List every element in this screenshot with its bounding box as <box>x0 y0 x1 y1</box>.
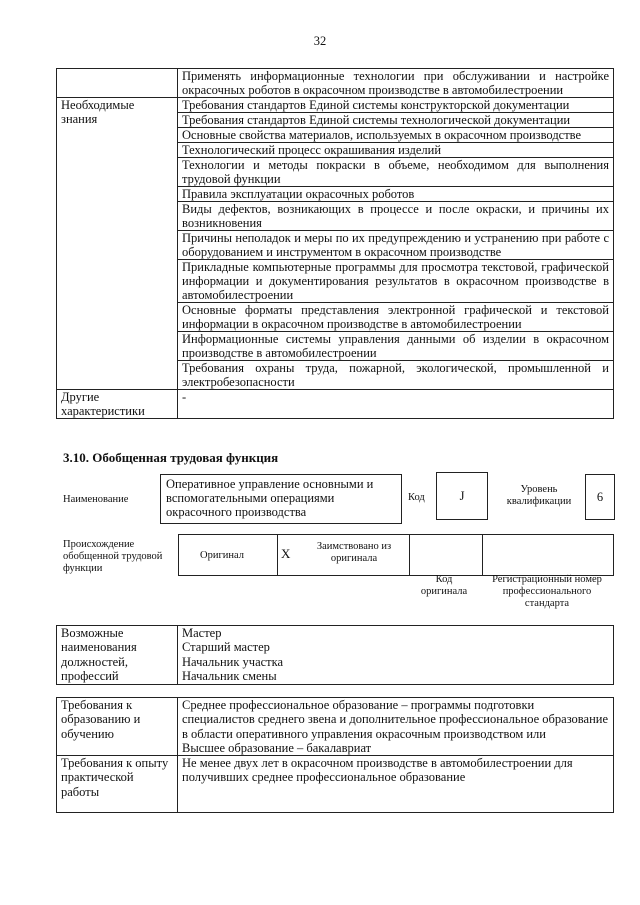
education-line: Высшее образование – бакалавриат <box>182 740 372 755</box>
positions-label: Возможные наименования должностей, профессий <box>57 626 178 685</box>
origin-label: Происхождение обобщенной трудовой функции <box>63 539 163 574</box>
knowledge-item: Требования стандартов Единой системы конструкторской документации <box>178 98 614 113</box>
list-item: Мастер <box>182 626 222 640</box>
table-row <box>57 98 614 113</box>
experience-label: Требования к опыту практической работы <box>57 756 178 813</box>
skills-knowledge-table <box>56 68 614 419</box>
knowledge-item: Основные свойства материалов, используемых в окрасочном производстве <box>178 128 614 143</box>
table-row <box>57 626 614 685</box>
function-name-box: Оперативное управление основными и вспомогательными операциями окрасочного производства <box>160 474 402 524</box>
knowledge-item: Требования стандартов Единой системы технологической документации <box>178 113 614 128</box>
original-label: Оригинал <box>200 550 244 561</box>
table-row <box>57 698 614 756</box>
knowledge-item: Технологический процесс окрашивания изделий <box>178 143 614 158</box>
table-row <box>57 69 614 98</box>
knowledge-item: Технологии и методы покраски в объеме, необходимом для выполнения трудовой функции <box>178 158 614 187</box>
page-number: 32 <box>313 34 327 48</box>
reg-number-label: Регистрационный номер профессионального стандарта <box>492 574 602 609</box>
list-item: Начальник смены <box>182 668 277 683</box>
original-mark: X <box>281 546 291 561</box>
table-row <box>57 390 614 419</box>
other-characteristics-value: - <box>178 390 614 419</box>
education-label: Требования к образованию и обучению <box>57 698 178 756</box>
list-item: Старший мастер <box>182 640 270 655</box>
knowledge-item: Прикладные компьютерные программы для просмотра текстовой, графической информации и документирования результатов в окрасочном производстве в автомобилестроении <box>178 260 614 303</box>
education-line: Среднее профессиональное образование – программы подготовки специалистов среднего звена и дополнительное профессиональное образование в области оперативного управления окрасочным производством или <box>182 698 609 741</box>
empty-label-cell <box>57 69 178 98</box>
code-value-box: J <box>436 472 488 520</box>
table-row <box>57 756 614 813</box>
positions-table <box>56 625 614 685</box>
knowledge-label: Необходимые знания <box>57 98 178 390</box>
knowledge-item: Требования охраны труда, пожарной, экологической, промышленной и электробезопасности <box>178 361 614 390</box>
knowledge-item: Причины неполадок и меры по их предупреждению и устранению при работе с оборудованием и инструментом в окрасочном производстве <box>178 231 614 260</box>
list-item: Начальник участка <box>182 654 284 669</box>
positions-list <box>178 626 614 685</box>
knowledge-item: Информационные системы управления данными об изделии в окрасочном производстве в автомобилестроении <box>178 332 614 361</box>
requirements-table <box>56 697 614 813</box>
knowledge-item: Основные форматы представления электронной графической и текстовой информации в окрасочном производстве в автомобилестроении <box>178 303 614 332</box>
skill-cell: Применять информационные технологии при обслуживании и настройке окрасочных роботов в окрасочном производстве в автомобилестроении <box>178 69 614 98</box>
education-cell <box>178 698 614 756</box>
level-value-box: 6 <box>585 474 615 520</box>
code-original-label: Код оригинала <box>420 574 468 597</box>
knowledge-item: Правила эксплуатации окрасочных роботов <box>178 187 614 202</box>
borrowed-label: Заимствовано из оригинала <box>316 541 392 564</box>
code-label: Код <box>408 492 425 503</box>
knowledge-item: Виды дефектов, возникающих в процессе и после окраски, и причины их возникновения <box>178 202 614 231</box>
level-label: Уровень квалификации <box>506 484 572 507</box>
experience-cell: Не менее двух лет в окрасочном производстве в автомобилестроении для получивших среднее профессиональное образование <box>178 756 614 813</box>
section-title: 3.10. Обобщенная трудовая функция <box>63 450 279 465</box>
other-characteristics-label: Другие характеристики <box>57 390 178 419</box>
name-label: Наименование <box>63 494 129 505</box>
